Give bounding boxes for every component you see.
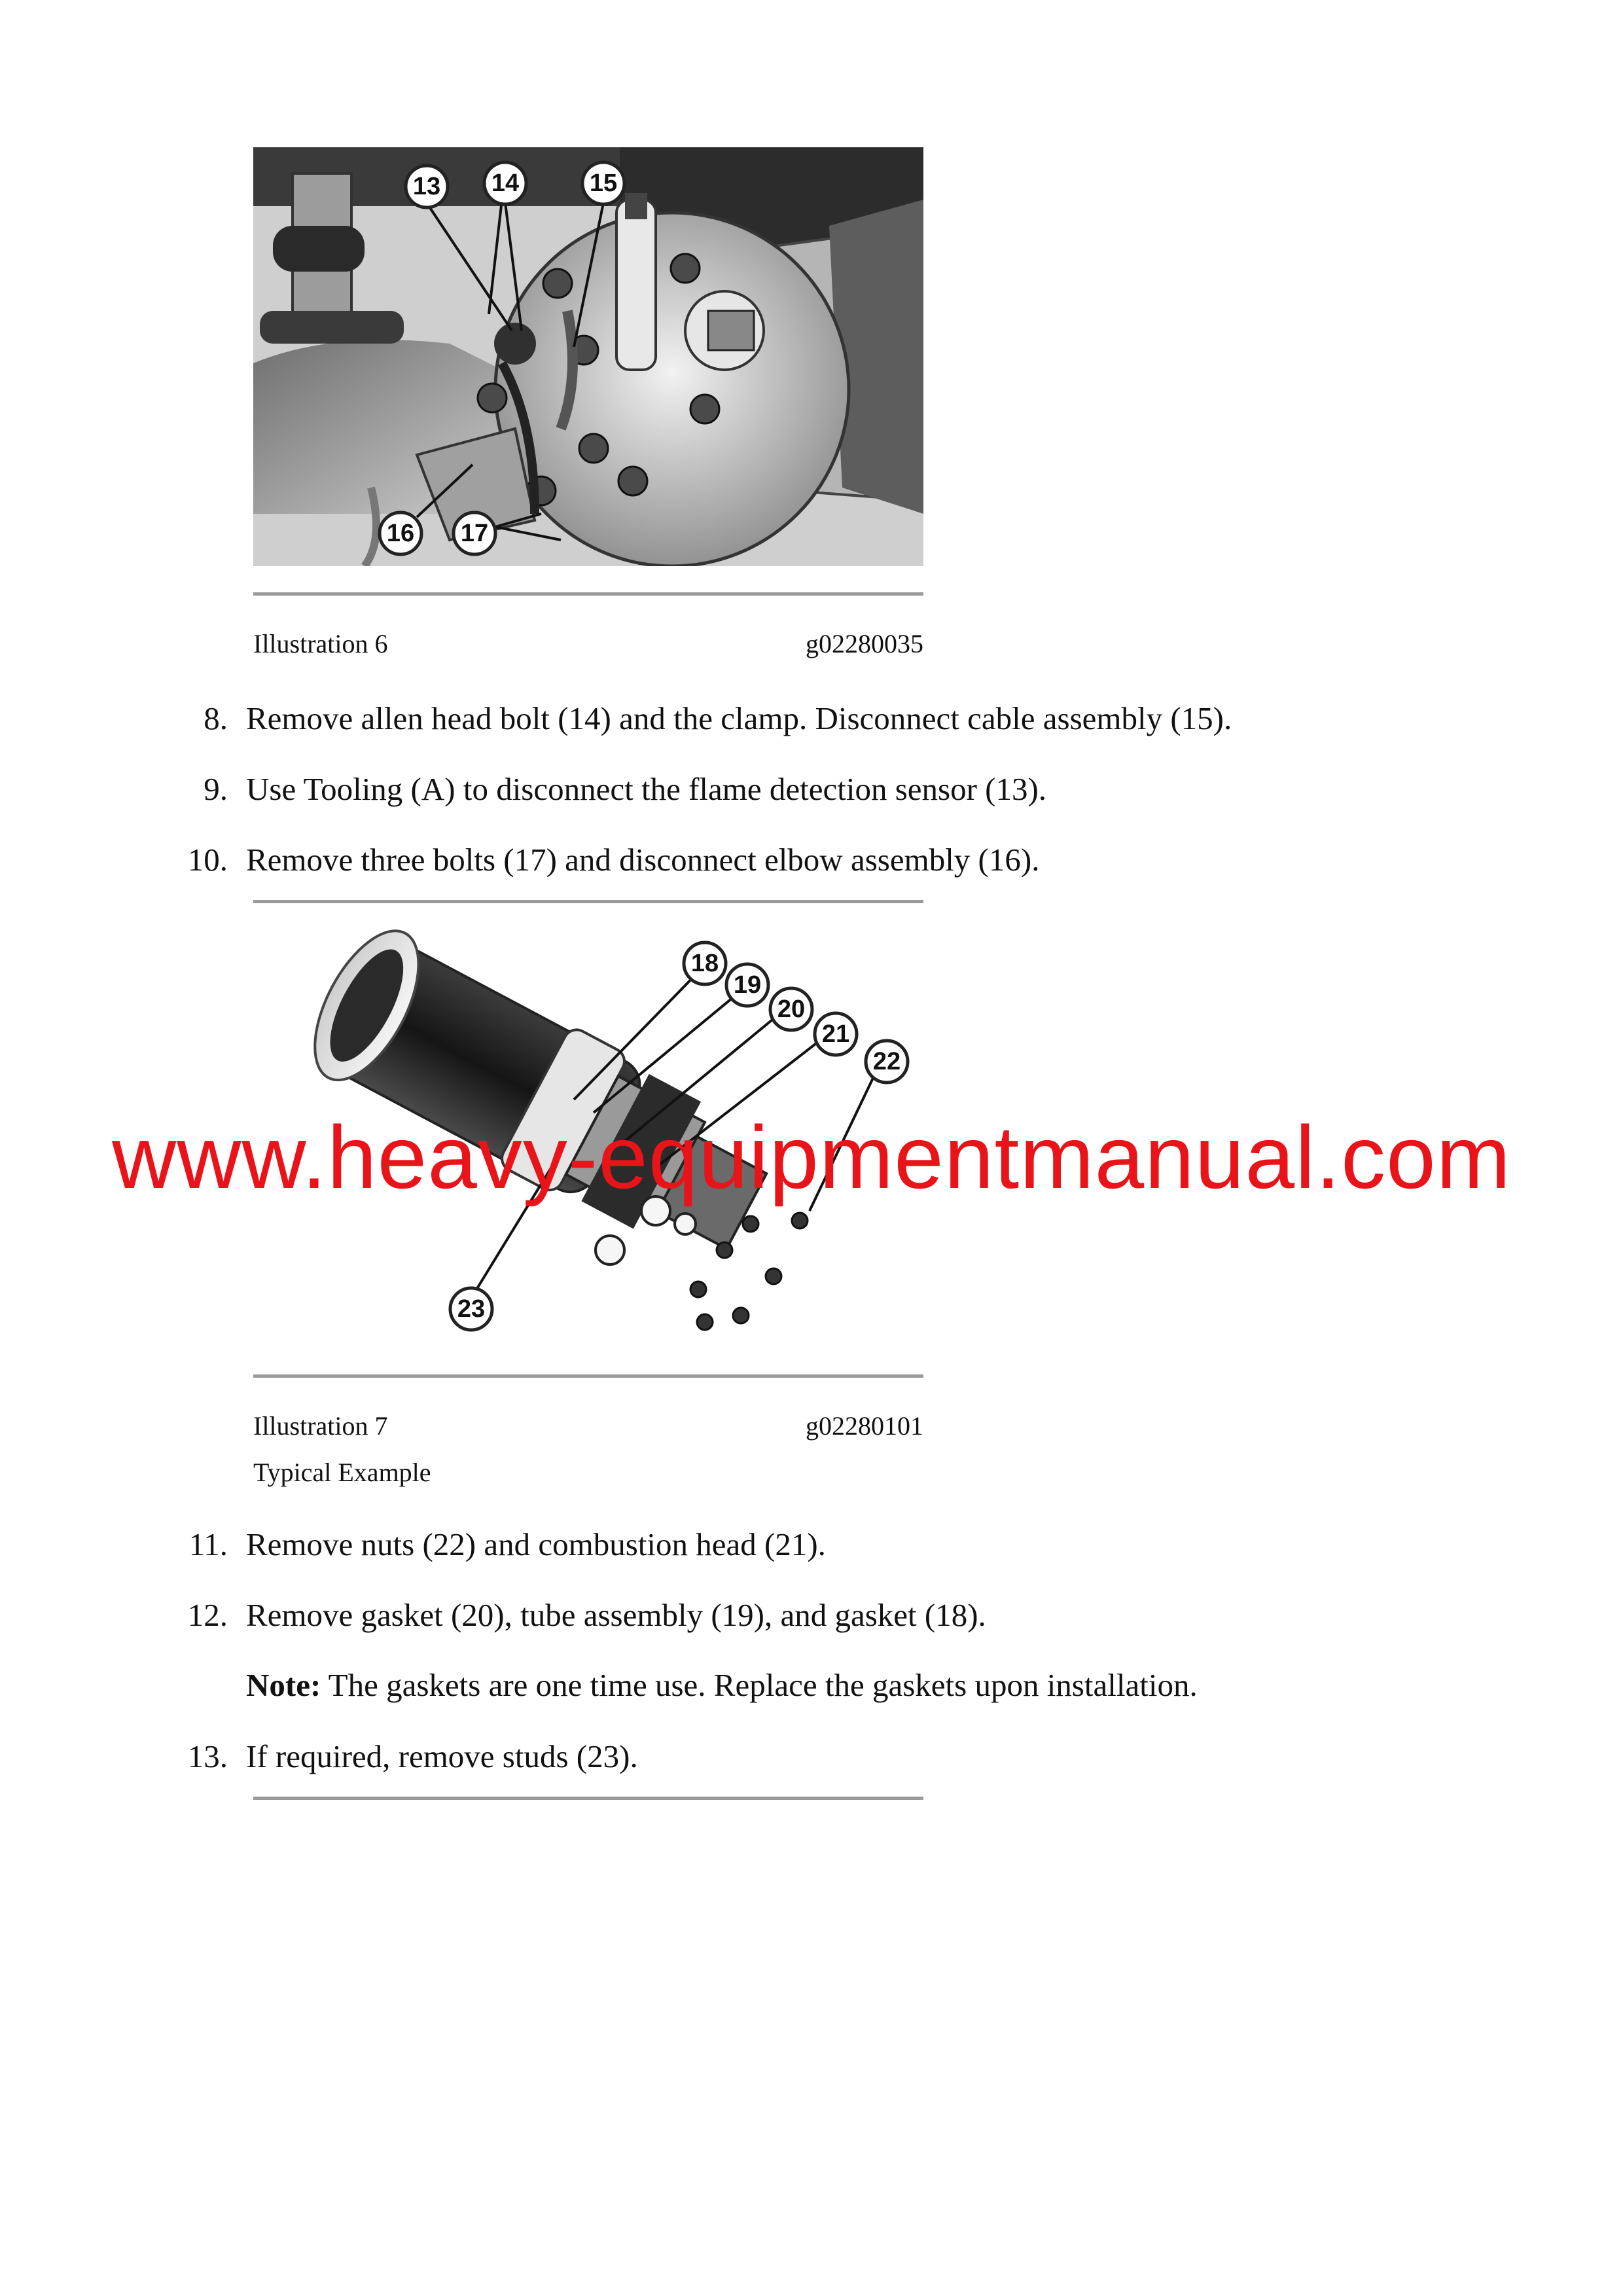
illustration-6-callouts xyxy=(253,147,923,566)
step-number: 13. xyxy=(187,1738,228,1774)
illustration-7-caption xyxy=(253,1410,923,1488)
illustration-6-caption xyxy=(253,628,923,659)
watermark-url: www.heavy-equipmentmanual.com xyxy=(112,1107,1511,1207)
step-number: 11. xyxy=(188,1526,228,1562)
svg-text:16: 16 xyxy=(386,520,415,547)
step-text: Remove three bolts (17) and disconnect elbow assembly (16). xyxy=(246,842,1040,878)
illustration-7-rule xyxy=(253,1374,923,1378)
svg-text:18: 18 xyxy=(690,950,719,977)
callout-13 xyxy=(406,166,448,207)
callout-16 xyxy=(380,512,421,554)
step-text: Remove allen head bolt (14) and the clamp. Disconnect cable assembly (15). xyxy=(246,700,1232,736)
svg-text:23: 23 xyxy=(457,1295,486,1323)
step-text: Use Tooling (A) to disconnect the flame detection sensor (13). xyxy=(246,771,1047,807)
step-text: Remove nuts (22) and combustion head (21). xyxy=(246,1526,826,1562)
illustration-6-rule xyxy=(253,592,923,596)
caption-label: Illustration 6 xyxy=(253,629,388,658)
callout-19 xyxy=(726,964,768,1006)
callout-14 xyxy=(484,162,526,204)
caption-number: g02280101 xyxy=(806,1411,923,1441)
note-label: Note: xyxy=(246,1667,321,1703)
caption-number: g02280035 xyxy=(806,629,923,658)
svg-text:13: 13 xyxy=(412,173,441,200)
section-rule xyxy=(253,900,923,903)
illustration-6-figure xyxy=(253,147,923,566)
svg-text:15: 15 xyxy=(589,170,618,197)
callout-21 xyxy=(815,1013,857,1055)
step-number: 12. xyxy=(187,1597,228,1633)
svg-text:20: 20 xyxy=(777,996,806,1023)
step-text: If required, remove studs (23). xyxy=(246,1738,638,1774)
svg-text:19: 19 xyxy=(733,971,762,999)
note-text: The gaskets are one time use. Replace the gaskets upon installation. xyxy=(321,1667,1198,1703)
callout-18 xyxy=(684,942,726,984)
svg-text:21: 21 xyxy=(821,1020,850,1048)
callout-23 xyxy=(450,1288,492,1330)
caption-label: Illustration 7 xyxy=(253,1411,388,1441)
caption-subtitle: Typical Example xyxy=(253,1458,431,1487)
note-paragraph xyxy=(246,1666,1198,1704)
svg-text:22: 22 xyxy=(872,1048,901,1075)
callout-15 xyxy=(582,162,624,204)
step-number: 10. xyxy=(187,842,228,878)
callout-17 xyxy=(454,512,495,554)
callout-22 xyxy=(866,1041,908,1083)
svg-text:14: 14 xyxy=(491,170,520,197)
step-text: Remove gasket (20), tube assembly (19), and gasket (18). xyxy=(246,1597,986,1633)
section-rule xyxy=(253,1797,923,1800)
svg-text:17: 17 xyxy=(460,520,489,547)
callout-20 xyxy=(770,988,812,1030)
step-number: 9. xyxy=(204,771,228,807)
step-number: 8. xyxy=(204,700,228,736)
